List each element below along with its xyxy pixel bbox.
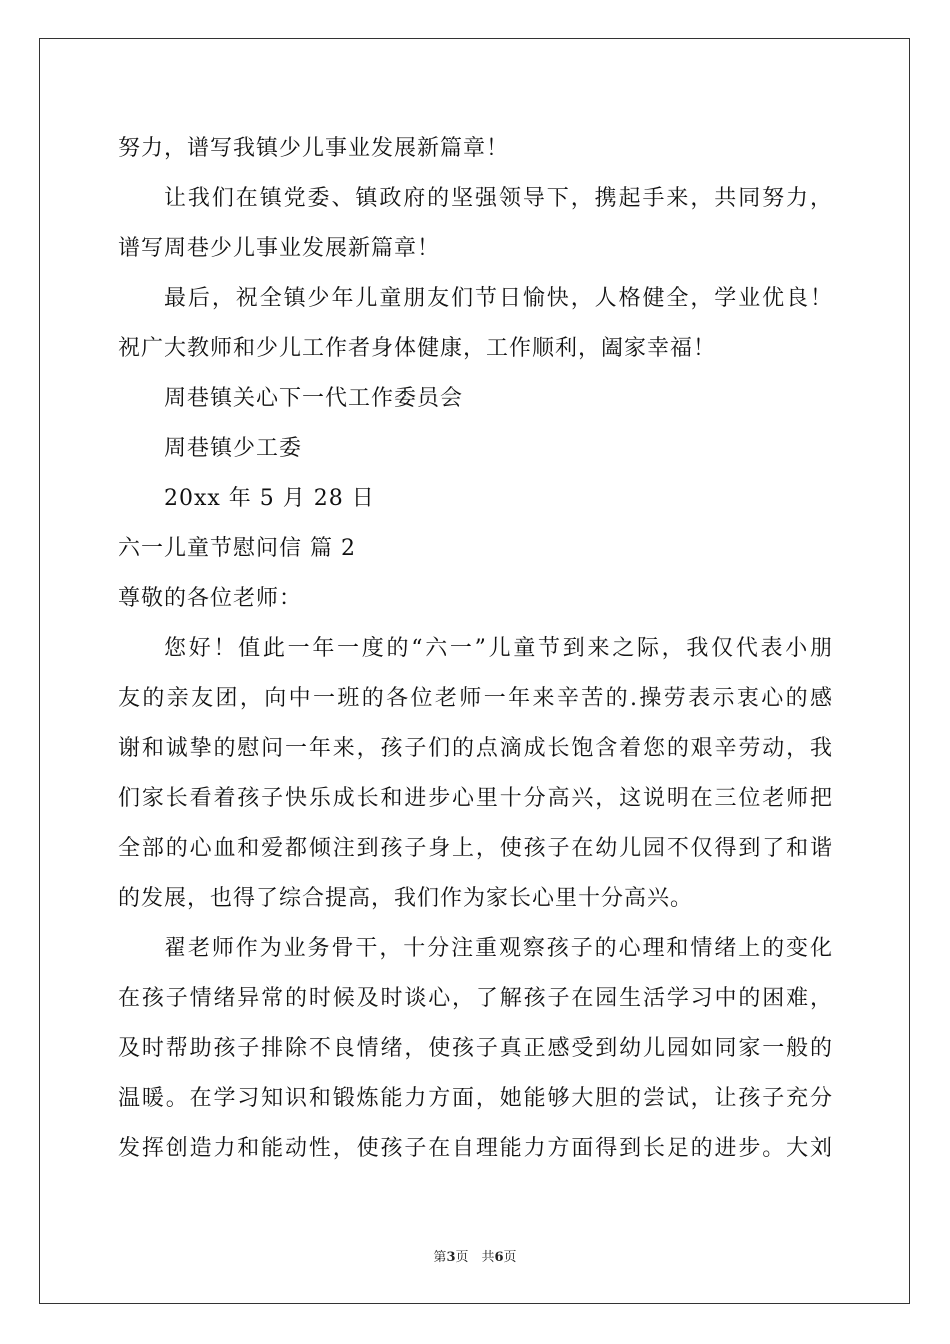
text-line: 在孩子情绪异常的时候及时谈心，了解孩子在园生活学习中的困难， <box>118 986 832 1011</box>
text-line: 的发展，也得了综合提高，我们作为家长心里十分高兴。 <box>118 886 694 911</box>
page-footer <box>0 1246 950 1265</box>
text-line: 六一儿童节慰问信 篇 2 <box>118 536 356 561</box>
text-line: 20xx 年 5 月 28 日 <box>164 486 375 511</box>
text-line: 友的亲友团，向中一班的各位老师一年来辛苦的.操劳表示衷心的感 <box>118 686 832 711</box>
text-line: 您好！值此一年一度的“六一”儿童节到来之际，我仅代表小朋 <box>164 636 832 661</box>
text-line: 周巷镇关心下一代工作委员会 <box>164 386 464 411</box>
text-line: 尊敬的各位老师： <box>118 586 303 611</box>
footer-page-suffix: 页 <box>503 1250 517 1265</box>
footer-page-mid: 页 共 <box>455 1250 495 1265</box>
text-line: 周巷镇少工委 <box>164 436 303 461</box>
text-line: 让我们在镇党委、镇政府的坚强领导下，携起手来，共同努力， <box>164 186 832 211</box>
text-line: 祝广大教师和少儿工作者身体健康，工作顺利，阖家幸福！ <box>118 336 717 361</box>
text-line: 谱写周巷少儿事业发展新篇章！ <box>118 236 441 261</box>
footer-page-current: 3 <box>446 1250 456 1265</box>
footer-page-prefix: 第 <box>433 1250 447 1265</box>
text-line: 温暖。在学习知识和锻炼能力方面，她能够大胆的尝试，让孩子充分 <box>118 1086 832 1111</box>
text-line: 全部的心血和爱都倾注到孩子身上，使孩子在幼儿园不仅得到了和谐 <box>118 836 832 861</box>
footer-page-total: 6 <box>494 1250 504 1265</box>
text-line: 及时帮助孩子排除不良情绪，使孩子真正感受到幼儿园如同家一般的 <box>118 1036 832 1061</box>
text-line: 们家长看着孩子快乐成长和进步心里十分高兴，这说明在三位老师把 <box>118 786 832 811</box>
document-body <box>118 124 832 1174</box>
text-line: 谢和诚挚的慰问一年来，孩子们的点滴成长饱含着您的艰辛劳动，我 <box>118 736 832 761</box>
text-line: 翟老师作为业务骨干，十分注重观察孩子的心理和情绪上的变化 <box>164 936 832 961</box>
text-line: 努力，谱写我镇少儿事业发展新篇章！ <box>118 136 510 161</box>
text-line: 发挥创造力和能动性，使孩子在自理能力方面得到长足的进步。大刘 <box>118 1136 832 1161</box>
text-line: 最后，祝全镇少年儿童朋友们节日愉快，人格健全，学业优良！ <box>164 286 832 311</box>
